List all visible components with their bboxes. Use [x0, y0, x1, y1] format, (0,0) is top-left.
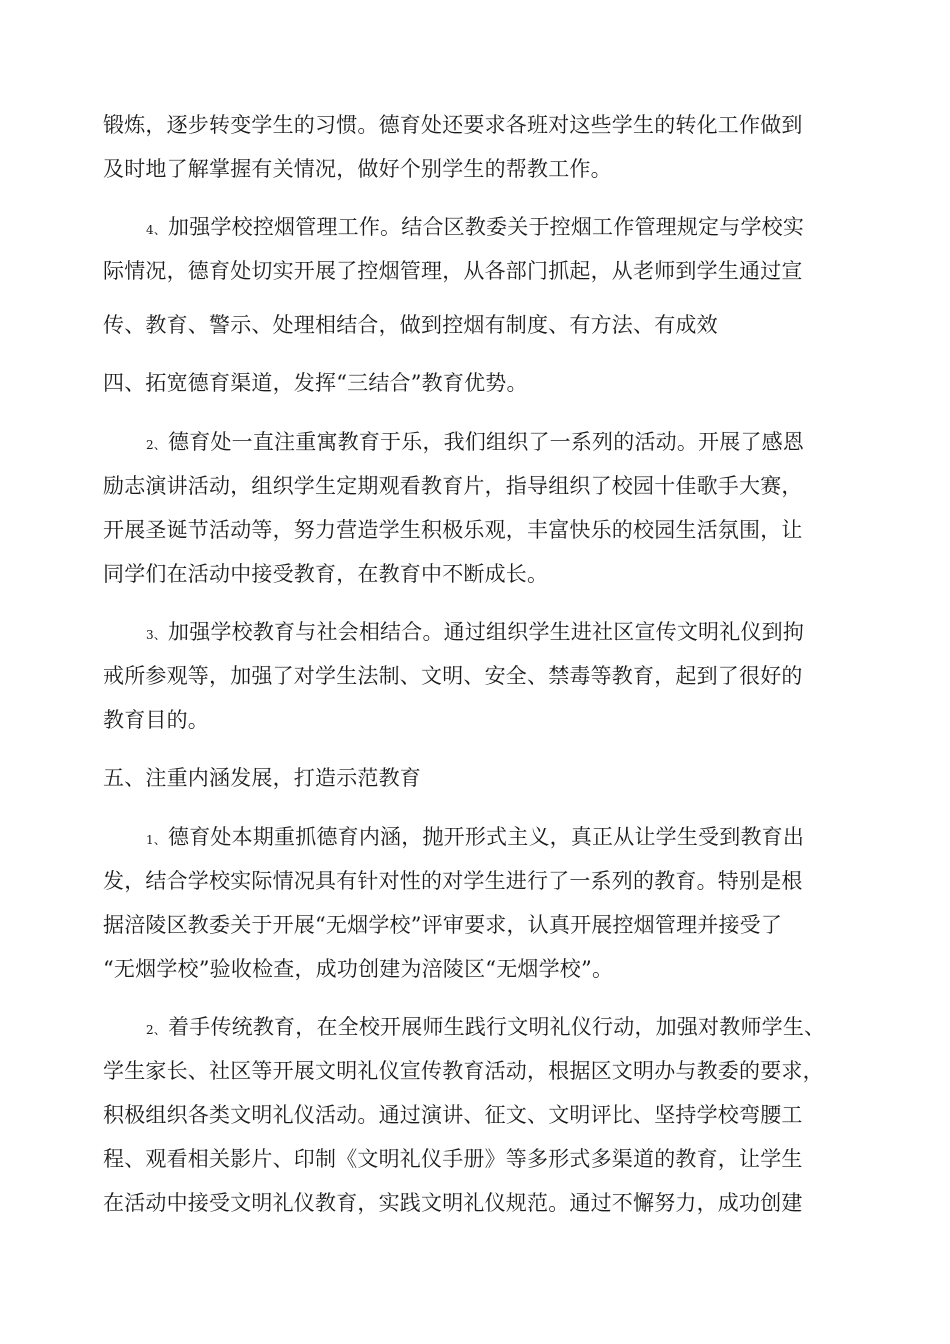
item-number: 3、	[146, 628, 167, 642]
paragraph-2-line-3: 传、教育、警示、处理相结合，做到控烟有制度、有方法、有成效	[103, 313, 718, 337]
paragraph-4-line-2: 戒所参观等，加强了对学生法制、文明、安全、禁毒等教育，起到了很好的	[103, 664, 803, 688]
paragraph-text: 着手传统教育，在全校开展师生践行文明礼仪行动，加强对教师学生、	[168, 1015, 826, 1039]
paragraph-5-line-3: 据涪陵区教委关于开展“无烟学校”评审要求，认真开展控烟管理并接受了	[103, 913, 783, 937]
paragraph-3-line-2: 励志演讲活动，组织学生定期观看教育片，指导组织了校园十佳歌手大赛，	[103, 474, 803, 498]
paragraph-6-line-3: 积极组织各类文明礼仪活动。通过演讲、征文、文明评比、坚持学校弯腰工	[103, 1103, 803, 1127]
paragraph-5-line-4: “无烟学校”验收检查，成功创建为涪陵区“无烟学校”。	[103, 957, 614, 981]
item-number: 2、	[146, 1023, 167, 1037]
paragraph-4-line-3: 教育目的。	[103, 708, 209, 732]
paragraph-3-line-4: 同学们在活动中接受教育，在教育中不断成长。	[103, 562, 549, 586]
paragraph-6-line-2: 学生家长、社区等开展文明礼仪宣传教育活动，根据区文明办与教委的要求，	[103, 1059, 824, 1083]
paragraph-6-line-1	[146, 1013, 825, 1041]
paragraph-3-line-3: 开展圣诞节活动等，努力营造学生积极乐观，丰富快乐的校园生活氛围，让	[103, 518, 803, 542]
paragraph-1-line-2: 及时地了解掌握有关情况，做好个别学生的帮教工作。	[103, 157, 612, 181]
paragraph-4-line-1	[146, 618, 804, 646]
paragraph-text: 德育处本期重抓德育内涵，抛开形式主义，真正从让学生受到教育出	[168, 825, 805, 849]
paragraph-5-line-2: 发，结合学校实际情况具有针对性的对学生进行了一系列的教育。特别是根	[103, 869, 803, 893]
paragraph-2-line-2: 际情况，德育处切实开展了控烟管理，从各部门抓起，从老师到学生通过宣	[103, 259, 803, 283]
paragraph-6-line-5: 在活动中接受文明礼仪教育，实践文明礼仪规范。通过不懈努力，成功创建	[103, 1191, 803, 1215]
paragraph-6-line-4: 程、观看相关影片、印制《文明礼仪手册》等多形式多渠道的教育，让学生	[103, 1147, 803, 1171]
paragraph-5-line-1	[146, 823, 804, 851]
item-number: 2、	[146, 438, 167, 452]
item-number: 1、	[146, 833, 167, 847]
paragraph-text: 加强学校控烟管理工作。结合区教委关于控烟工作管理规定与学校实	[168, 215, 805, 239]
paragraph-3-line-1	[146, 428, 804, 456]
section-heading-4: 四、拓宽德育渠道，发挥“三结合”教育优势。	[103, 371, 528, 395]
paragraph-text: 加强学校教育与社会相结合。通过组织学生进社区宣传文明礼仪到拘	[168, 620, 805, 644]
section-heading-5: 五、注重内涵发展，打造示范教育	[103, 766, 421, 790]
paragraph-2-line-1	[146, 213, 804, 241]
paragraph-text: 德育处一直注重寓教育于乐，我们组织了一系列的活动。开展了感恩	[168, 430, 805, 454]
paragraph-1-line-1: 锻炼，逐步转变学生的习惯。德育处还要求各班对这些学生的转化工作做到	[103, 113, 803, 137]
item-number: 4、	[146, 223, 167, 237]
